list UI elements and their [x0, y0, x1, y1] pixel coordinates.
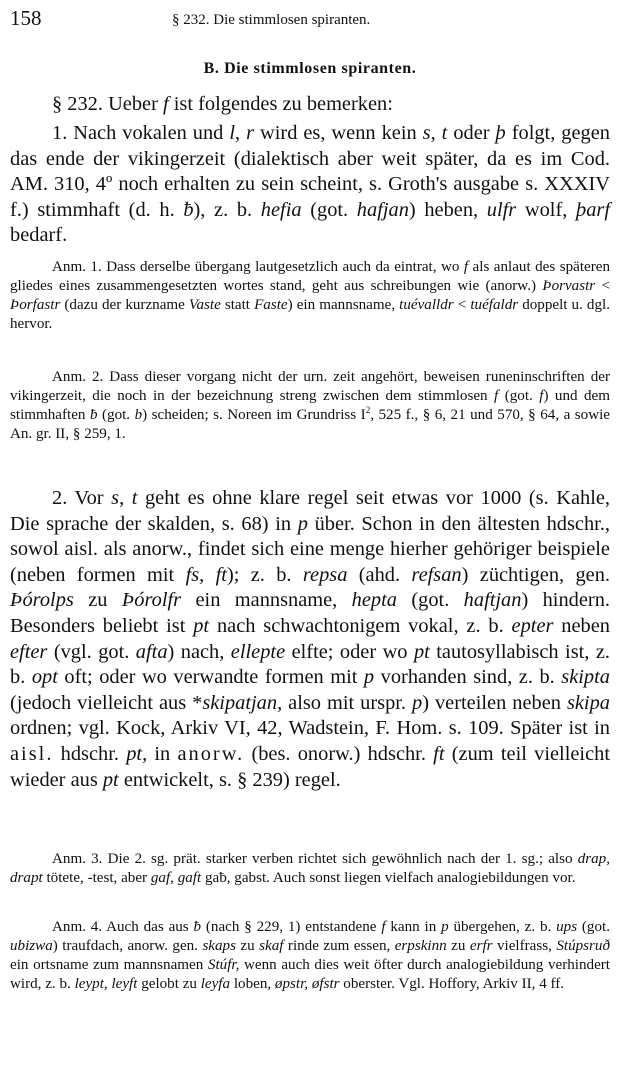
note-4-block — [10, 918, 610, 994]
note-2-block — [10, 368, 610, 444]
paragraph-2-block — [10, 486, 610, 793]
running-head: § 232. Die stimmlosen spiranten. — [172, 12, 371, 28]
note-1: Anm. 1. Dass derselbe übergang lautgesetzlich auch da eintrat, wo f als anlaut des späteren gliedes eines zusammengesetzten wortes stand, geht aus schreibungen wie (anorw.) Þorvastr < Þorfastr (dazu der kurzname Vaste statt Faste) ein mannsname, tuévalldr < tuéfaldr doppelt u. dgl. hervor. — [10, 259, 610, 332]
paragraph-1: 1. Nach vokalen und l, r wird es, wenn kein s, t oder þ folgt, gegen das ende der vikingerzeit (dialektisch aber weit später, da es im Cod. AM. 310, 4º noch erhalten zu sein scheint, s. Groth's ausgabe s. XXXIV f.) stimmhaft (d. h. ƀ), z. b. hefia (got. hafjan) heben, ulfr wolf, þarf bedarf. — [10, 122, 611, 247]
paragraph-intro-block — [10, 92, 610, 118]
note-3: Anm. 3. Die 2. sg. prät. starker verben richtet sich gewöhnlich nach der 1. sg.; also drap, drapt tötete, -test, aber gaf, gaft gaƀ, gabst. Auch sonst liegen vielfach analogiebildungen vor. — [10, 851, 610, 886]
paragraph-intro: § 232. Ueber f ist folgendes zu bemerken: — [52, 93, 393, 115]
note-2: Anm. 2. Dass dieser vorgang nicht der urn. zeit angehört, beweisen runeninschriften der vikingerzeit, die noch in der bezeichnung streng zwischen dem stimmlosen f (got. f) und dem stimmhaften ƀ (got. b) scheiden; s. Noreen im Grundriss $I^2$, 525 f., § 6, 21 und 570, § 64, a sowie An. gr. II, § 259, 1. — [10, 369, 610, 442]
paragraph-1-block — [10, 121, 610, 249]
note-4: Anm. 4. Auch das aus ƀ (nach § 229, 1) entstandene f kann in p übergehen, z. b. ups (got. ubizwa) traufdach, anorw. gen. skaps zu skaf rinde zum essen, erpskinn zu erfr vielfrass, Stúpsruð ein ortsname zum mannsnamen Stúfr, wenn auch dies weit öfter durch analogiebildung verhindert wird, z. b. leypt, leyft gelobt zu leyfa loben, øpstr, øfstr oberster. Vgl. Hoffory, Arkiv II, 4 ff. — [10, 919, 611, 992]
page-number: 158 — [10, 6, 42, 30]
page-header — [10, 6, 610, 32]
note-1-block — [10, 258, 610, 334]
note-3-block — [10, 850, 610, 888]
paragraph-2: 2. Vor s, t geht es ohne klare regel seit etwas vor 1000 (s. Kahle, Die sprache der skalden, s. 68) in p über. Schon in den ältesten hdschr., sowol aisl. als anorw., findet sich eine menge hierher gehöriger beispiele (neben formen mit fs, ft); z. b. repsa (ahd. refsan) züchtigen, gen. Þórolps zu Þórolfr ein mannsname, hepta (got. haftjan) hindern. Besonders beliebt ist pt nach schwachtonigem vokal, z. b. epter neben efter (vgl. got. afta) nach, ellepte elfte; oder wo pt tautosyllabisch ist, z. b. opt oft; oder wo verwandte formen mit p vorhanden sind, z. b. skipta (jedoch vielleicht aus *skipatjan, also mit urspr. p) verteilen neben skipa ordnen; vgl. Kock, Arkiv VI, 42, Wadstein, F. Hom. s. 109. Später ist in aisl. hdschr. pt, in anorw. (bes. onorw.) hdschr. ft (zum teil vielleicht wieder aus pt entwickelt, s. § 239) regel. — [10, 487, 611, 791]
section-heading: B. Die stimmlosen spiranten. — [203, 60, 417, 77]
